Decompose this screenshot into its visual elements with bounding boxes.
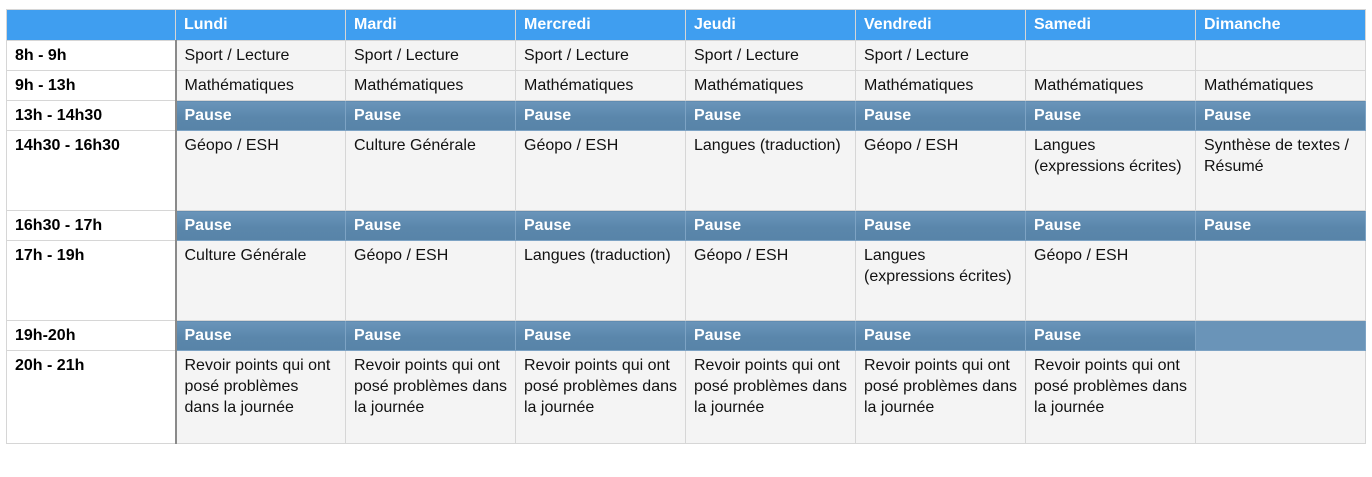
pause-cell: Pause xyxy=(516,321,686,351)
schedule-row xyxy=(7,41,1366,71)
pause-cell: Pause xyxy=(856,101,1026,131)
schedule-cell: Géopo / ESH xyxy=(176,131,346,211)
day-header-dimanche: Dimanche xyxy=(1196,10,1366,41)
header-row xyxy=(7,10,1366,41)
schedule-cell xyxy=(1196,351,1366,444)
pause-cell: Pause xyxy=(686,101,856,131)
pause-cell: Pause xyxy=(176,321,346,351)
schedule-cell: Géopo / ESH xyxy=(686,241,856,321)
weekly-schedule-table xyxy=(6,9,1366,444)
schedule-cell: Revoir points qui ont posé problèmes dans la journée xyxy=(346,351,516,444)
schedule-cell: Culture Générale xyxy=(346,131,516,211)
schedule-cell: Revoir points qui ont posé problèmes dans la journée xyxy=(176,351,346,444)
schedule-cell: Langues (traduction) xyxy=(686,131,856,211)
schedule-cell: Géopo / ESH xyxy=(1026,241,1196,321)
time-slot-label: 16h30 - 17h xyxy=(7,211,176,241)
time-slot-label: 17h - 19h xyxy=(7,241,176,321)
schedule-cell: Mathématiques xyxy=(1196,71,1366,101)
schedule-row xyxy=(7,241,1366,321)
schedule-cell: Langues (expressions écrites) xyxy=(1026,131,1196,211)
pause-row xyxy=(7,321,1366,351)
pause-cell xyxy=(1196,321,1366,351)
pause-cell: Pause xyxy=(1196,211,1366,241)
day-header-lundi: Lundi xyxy=(176,10,346,41)
pause-cell: Pause xyxy=(346,211,516,241)
schedule-cell: Mathématiques xyxy=(856,71,1026,101)
schedule-cell: Mathématiques xyxy=(176,71,346,101)
pause-cell: Pause xyxy=(856,321,1026,351)
pause-cell: Pause xyxy=(1026,211,1196,241)
pause-cell: Pause xyxy=(176,101,346,131)
pause-cell: Pause xyxy=(346,321,516,351)
day-header-jeudi: Jeudi xyxy=(686,10,856,41)
schedule-cell: Culture Générale xyxy=(176,241,346,321)
pause-cell: Pause xyxy=(516,211,686,241)
pause-cell: Pause xyxy=(1026,321,1196,351)
pause-cell: Pause xyxy=(516,101,686,131)
time-slot-label: 9h - 13h xyxy=(7,71,176,101)
schedule-cell xyxy=(1196,41,1366,71)
schedule-row xyxy=(7,71,1366,101)
schedule-cell: Sport / Lecture xyxy=(686,41,856,71)
schedule-cell: Revoir points qui ont posé problèmes dans la journée xyxy=(686,351,856,444)
time-slot-label: 20h - 21h xyxy=(7,351,176,444)
pause-row xyxy=(7,101,1366,131)
pause-cell: Pause xyxy=(686,321,856,351)
day-header-mercredi: Mercredi xyxy=(516,10,686,41)
day-header-samedi: Samedi xyxy=(1026,10,1196,41)
schedule-cell xyxy=(1026,41,1196,71)
schedule-cell: Revoir points qui ont posé problèmes dans la journée xyxy=(856,351,1026,444)
schedule-cell: Revoir points qui ont posé problèmes dans la journée xyxy=(1026,351,1196,444)
pause-cell: Pause xyxy=(1026,101,1196,131)
schedule-cell: Mathématiques xyxy=(686,71,856,101)
schedule-cell: Sport / Lecture xyxy=(516,41,686,71)
time-slot-label: 14h30 - 16h30 xyxy=(7,131,176,211)
schedule-cell: Synthèse de textes / Résumé xyxy=(1196,131,1366,211)
pause-cell: Pause xyxy=(856,211,1026,241)
pause-cell: Pause xyxy=(1196,101,1366,131)
schedule-cell: Géopo / ESH xyxy=(516,131,686,211)
schedule-row xyxy=(7,351,1366,444)
schedule-row xyxy=(7,131,1366,211)
schedule-cell: Mathématiques xyxy=(1026,71,1196,101)
schedule-cell: Mathématiques xyxy=(516,71,686,101)
schedule-cell: Revoir points qui ont posé problèmes dans la journée xyxy=(516,351,686,444)
day-header-mardi: Mardi xyxy=(346,10,516,41)
schedule-cell: Langues (traduction) xyxy=(516,241,686,321)
pause-cell: Pause xyxy=(686,211,856,241)
pause-cell: Pause xyxy=(176,211,346,241)
time-slot-label: 13h - 14h30 xyxy=(7,101,176,131)
schedule-cell: Géopo / ESH xyxy=(856,131,1026,211)
schedule-cell: Mathématiques xyxy=(346,71,516,101)
schedule-cell: Sport / Lecture xyxy=(176,41,346,71)
schedule-cell: Langues (expressions écrites) xyxy=(856,241,1026,321)
pause-row xyxy=(7,211,1366,241)
corner-header-cell xyxy=(7,10,176,41)
pause-cell: Pause xyxy=(346,101,516,131)
time-slot-label: 8h - 9h xyxy=(7,41,176,71)
schedule-container xyxy=(6,9,1366,444)
time-slot-label: 19h-20h xyxy=(7,321,176,351)
schedule-cell xyxy=(1196,241,1366,321)
day-header-vendredi: Vendredi xyxy=(856,10,1026,41)
schedule-cell: Sport / Lecture xyxy=(346,41,516,71)
schedule-cell: Sport / Lecture xyxy=(856,41,1026,71)
schedule-cell: Géopo / ESH xyxy=(346,241,516,321)
